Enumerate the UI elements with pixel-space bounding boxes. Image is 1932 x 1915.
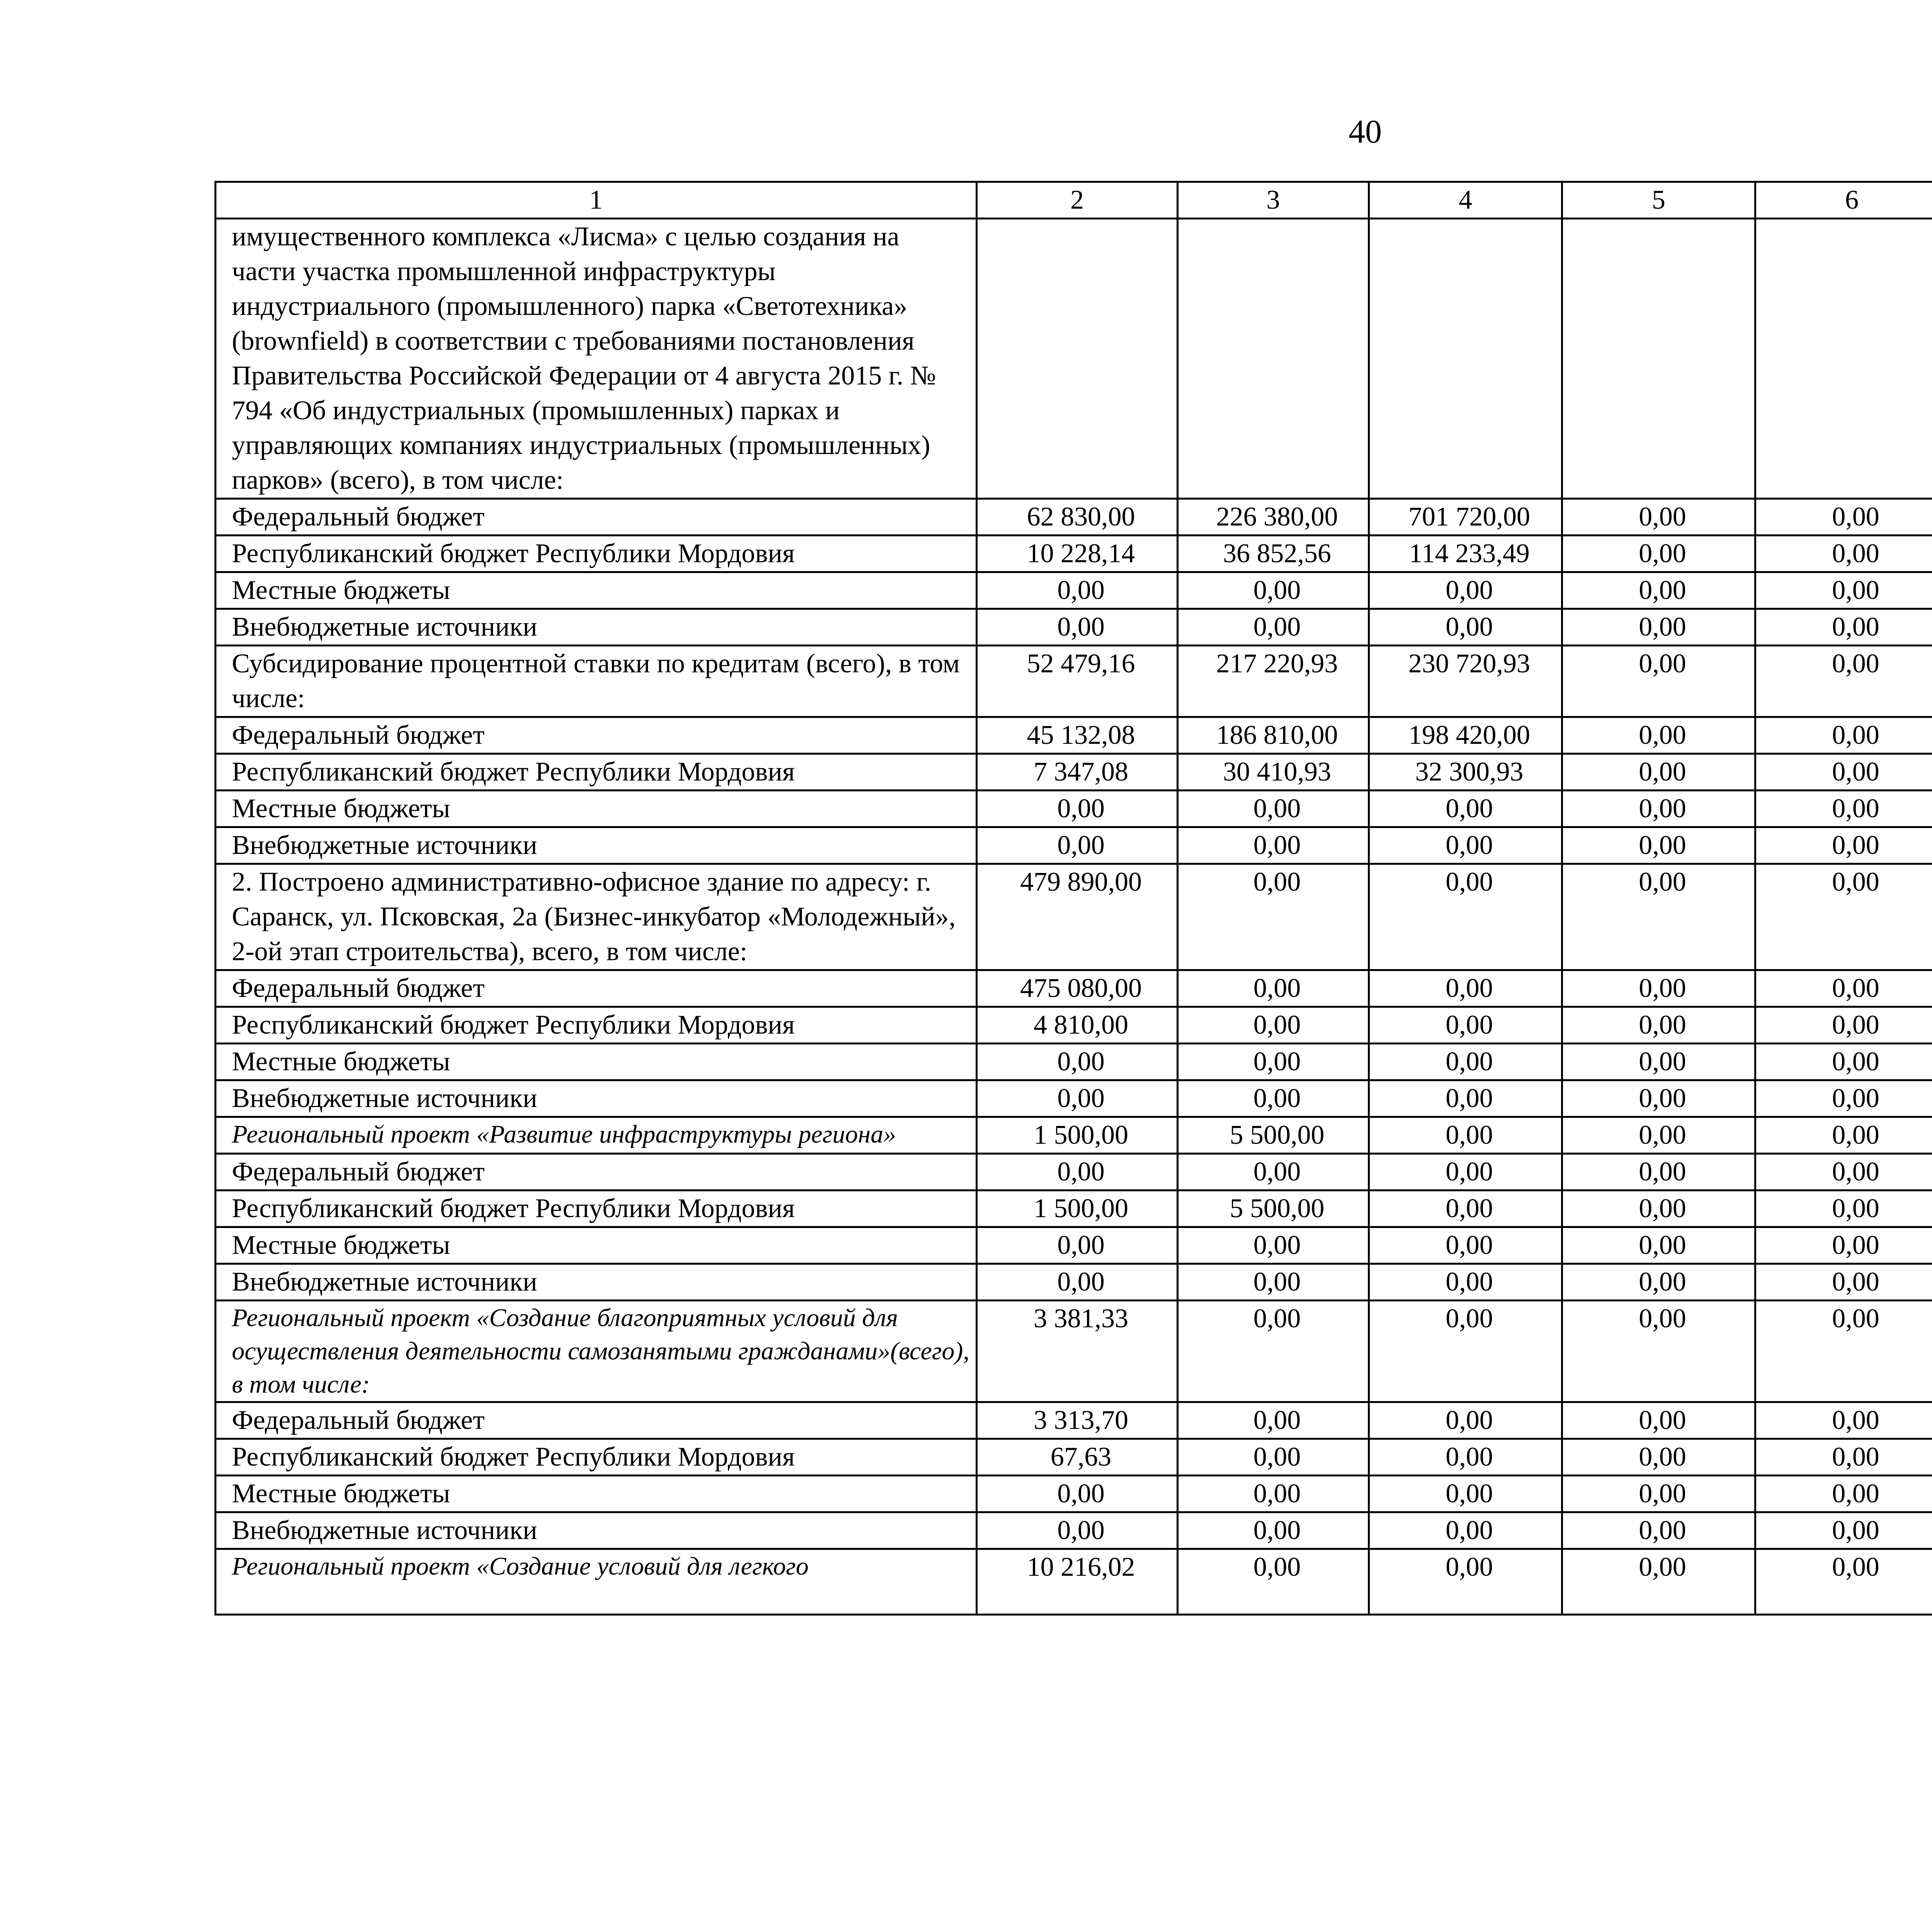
value-cell: 0,00 [1178,1007,1369,1044]
value-cell: 0,00 [1562,609,1755,646]
row-label: Местные бюджеты [216,1227,977,1264]
value-cell: 0,00 [1755,1044,1932,1080]
row-label: имущественного комплекса «Лисма» с целью создания на части участка промышленной инфраструктуры индустриального (промышленного) парка «Светотехника» (brownfield) в соответствии с требованиями постановления Правительства Российской Федерации от 4 августа 2015 г. № 794 «Об индустриальных (промышленных) парках и управляющих компаниях индустриальных (промышленных) парков» (всего), в том числе: [216,219,977,499]
value-cell: 0,00 [1369,970,1562,1007]
value-cell: 0,00 [1178,1080,1369,1117]
value-cell: 0,00 [1369,864,1562,970]
value-cell: 0,00 [977,1476,1178,1512]
row-label: Местные бюджеты [216,791,977,827]
table-row [216,970,1932,1007]
column-number-cell: 6 [1755,182,1932,219]
value-cell: 0,00 [1178,1264,1369,1301]
value-cell: 0,00 [1369,1264,1562,1301]
row-label: Внебюджетные источники [216,1264,977,1301]
table-row [216,1264,1932,1301]
page-number: 40 [1349,113,1382,150]
value-cell [1562,219,1755,499]
row-label: Региональный проект «Создание условий для легкого [216,1549,977,1615]
value-cell: 10 216,02 [977,1549,1178,1615]
value-cell: 5 500,00 [1178,1190,1369,1227]
value-cell: 0,00 [1755,970,1932,1007]
table-row [216,536,1932,572]
value-cell: 0,00 [1369,1439,1562,1476]
value-cell: 0,00 [977,1512,1178,1549]
table-row [216,1044,1932,1080]
table-row [216,1154,1932,1190]
value-cell: 0,00 [1755,864,1932,970]
value-cell: 0,00 [1562,1080,1755,1117]
value-cell: 4 810,00 [977,1007,1178,1044]
table-row [216,572,1932,609]
column-number-cell: 4 [1369,182,1562,219]
row-label: Республиканский бюджет Республики Мордовия [216,1007,977,1044]
value-cell: 62 830,00 [977,499,1178,536]
value-cell: 0,00 [1755,1549,1932,1615]
value-cell: 0,00 [1562,970,1755,1007]
value-cell: 36 852,56 [1178,536,1369,572]
value-cell: 0,00 [1562,754,1755,791]
table-body [216,182,1932,1615]
table-row [216,1080,1932,1117]
value-cell: 0,00 [1369,1154,1562,1190]
value-cell: 0,00 [977,1227,1178,1264]
table-row [216,864,1932,970]
value-cell: 0,00 [977,1264,1178,1301]
column-number-cell: 3 [1178,182,1369,219]
table-row [216,754,1932,791]
table-row [216,1402,1932,1439]
value-cell: 0,00 [1755,1080,1932,1117]
table-row [216,1512,1932,1549]
table-row [216,1439,1932,1476]
table-row [216,499,1932,536]
value-cell: 0,00 [1178,970,1369,1007]
row-label: Региональный проект «Развитие инфраструктуры региона» [216,1117,977,1154]
row-label: 2. Построено административно-офисное здание по адресу: г. Саранск, ул. Псковская, 2а (Бизнес-инкубатор «Молодежный», 2-ой этап строительства), всего, в том числе: [216,864,977,970]
value-cell: 0,00 [1562,1512,1755,1549]
value-cell: 230 720,93 [1369,646,1562,717]
row-label: Федеральный бюджет [216,970,977,1007]
column-number-header [216,182,1932,219]
value-cell [977,219,1178,499]
row-label: Местные бюджеты [216,1044,977,1080]
value-cell: 0,00 [1755,1439,1932,1476]
value-cell: 0,00 [977,827,1178,864]
value-cell: 0,00 [1755,754,1932,791]
row-label: Субсидирование процентной ставки по кредитам (всего), в том числе: [216,646,977,717]
row-label: Внебюджетные источники [216,1080,977,1117]
row-label: Республиканский бюджет Республики Мордовия [216,754,977,791]
value-cell: 475 080,00 [977,970,1178,1007]
row-label: Внебюджетные источники [216,827,977,864]
value-cell: 0,00 [1562,1476,1755,1512]
value-cell: 0,00 [1755,1301,1932,1402]
value-cell: 3 313,70 [977,1402,1178,1439]
value-cell: 0,00 [1755,1512,1932,1549]
value-cell: 0,00 [1755,499,1932,536]
table-row [216,717,1932,754]
value-cell: 0,00 [1562,1190,1755,1227]
value-cell [1369,219,1562,499]
value-cell: 52 479,16 [977,646,1178,717]
column-number-cell: 2 [977,182,1178,219]
value-cell: 0,00 [1755,572,1932,609]
budget-table [214,181,1932,1616]
value-cell: 479 890,00 [977,864,1178,970]
value-cell [1755,219,1932,499]
value-cell: 0,00 [1562,1264,1755,1301]
table-row [216,646,1932,717]
value-cell: 0,00 [1562,1007,1755,1044]
value-cell: 1 500,00 [977,1117,1178,1154]
table-row [216,791,1932,827]
row-label: Республиканский бюджет Республики Мордовия [216,1190,977,1227]
table-row [216,1190,1932,1227]
value-cell: 217 220,93 [1178,646,1369,717]
value-cell: 0,00 [1562,499,1755,536]
row-label: Федеральный бюджет [216,1154,977,1190]
value-cell: 0,00 [1178,1301,1369,1402]
value-cell: 30 410,93 [1178,754,1369,791]
value-cell: 0,00 [1562,1402,1755,1439]
table-row [216,1301,1932,1402]
value-cell: 0,00 [1369,1402,1562,1439]
value-cell: 0,00 [1562,791,1755,827]
value-cell: 0,00 [1178,1227,1369,1264]
row-label: Внебюджетные источники [216,609,977,646]
value-cell: 198 420,00 [1369,717,1562,754]
value-cell: 0,00 [1562,1117,1755,1154]
value-cell: 0,00 [977,1080,1178,1117]
value-cell: 45 132,08 [977,717,1178,754]
value-cell: 0,00 [1562,1044,1755,1080]
value-cell: 0,00 [1562,864,1755,970]
value-cell: 0,00 [1178,609,1369,646]
value-cell: 0,00 [977,1154,1178,1190]
value-cell: 0,00 [1369,1227,1562,1264]
value-cell: 0,00 [1562,1154,1755,1190]
table-row [216,219,1932,499]
table-row [216,1117,1932,1154]
value-cell: 0,00 [1369,609,1562,646]
value-cell: 0,00 [1755,1264,1932,1301]
row-label: Федеральный бюджет [216,1402,977,1439]
row-label: Местные бюджеты [216,1476,977,1512]
value-cell: 0,00 [1369,1044,1562,1080]
value-cell [1178,219,1369,499]
value-cell: 0,00 [977,572,1178,609]
value-cell: 0,00 [1562,1227,1755,1264]
value-cell: 0,00 [1562,1549,1755,1615]
value-cell: 0,00 [1369,1007,1562,1044]
table-row [216,1007,1932,1044]
value-cell: 186 810,00 [1178,717,1369,754]
column-number-cell: 1 [216,182,977,219]
value-cell: 0,00 [1562,646,1755,717]
value-cell: 0,00 [1755,1190,1932,1227]
value-cell: 0,00 [977,791,1178,827]
value-cell: 0,00 [1755,609,1932,646]
value-cell: 10 228,14 [977,536,1178,572]
value-cell: 0,00 [1369,572,1562,609]
value-cell: 226 380,00 [1178,499,1369,536]
value-cell: 0,00 [1178,1476,1369,1512]
value-cell: 0,00 [1369,827,1562,864]
value-cell: 1 500,00 [977,1190,1178,1227]
value-cell: 114 233,49 [1369,536,1562,572]
value-cell: 0,00 [1562,572,1755,609]
value-cell: 0,00 [1755,536,1932,572]
table-row [216,1227,1932,1264]
value-cell: 0,00 [1369,791,1562,827]
value-cell: 0,00 [1369,1190,1562,1227]
value-cell: 0,00 [1178,1154,1369,1190]
value-cell: 701 720,00 [1369,499,1562,536]
value-cell: 0,00 [1178,1402,1369,1439]
value-cell: 0,00 [1755,791,1932,827]
value-cell: 0,00 [1755,646,1932,717]
row-label: Республиканский бюджет Республики Мордовия [216,536,977,572]
value-cell: 67,63 [977,1439,1178,1476]
value-cell: 0,00 [1178,1044,1369,1080]
value-cell: 0,00 [1178,1512,1369,1549]
row-label: Республиканский бюджет Республики Мордовия [216,1439,977,1476]
value-cell: 0,00 [1562,1439,1755,1476]
value-cell: 0,00 [1755,1476,1932,1512]
value-cell: 0,00 [1178,572,1369,609]
value-cell: 0,00 [1755,1007,1932,1044]
table-row [216,1549,1932,1615]
value-cell: 5 500,00 [1178,1117,1369,1154]
value-cell: 0,00 [977,609,1178,646]
value-cell: 0,00 [1369,1512,1562,1549]
column-number-cell: 5 [1562,182,1755,219]
value-cell: 0,00 [1178,1549,1369,1615]
value-cell: 0,00 [1562,1301,1755,1402]
row-label: Федеральный бюджет [216,499,977,536]
value-cell: 0,00 [1178,827,1369,864]
value-cell: 0,00 [1369,1117,1562,1154]
value-cell: 0,00 [1178,864,1369,970]
value-cell: 0,00 [1178,791,1369,827]
value-cell: 7 347,08 [977,754,1178,791]
row-label: Федеральный бюджет [216,717,977,754]
value-cell: 0,00 [1369,1549,1562,1615]
value-cell: 0,00 [1178,1439,1369,1476]
value-cell: 0,00 [1562,827,1755,864]
value-cell: 0,00 [1755,1154,1932,1190]
value-cell: 0,00 [1562,536,1755,572]
value-cell: 0,00 [1755,717,1932,754]
row-label: Внебюджетные источники [216,1512,977,1549]
value-cell: 32 300,93 [1369,754,1562,791]
value-cell: 0,00 [1369,1476,1562,1512]
value-cell: 0,00 [1755,827,1932,864]
value-cell: 3 381,33 [977,1301,1178,1402]
value-cell: 0,00 [1755,1117,1932,1154]
row-label: Местные бюджеты [216,572,977,609]
value-cell: 0,00 [1562,717,1755,754]
table-row [216,609,1932,646]
value-cell: 0,00 [977,1044,1178,1080]
table-row [216,1476,1932,1512]
row-label: Региональный проект «Создание благоприятных условий для осуществления деятельности самозанятыми гражданами»(всего), в том числе: [216,1301,977,1402]
value-cell: 0,00 [1369,1301,1562,1402]
value-cell: 0,00 [1755,1402,1932,1439]
value-cell: 0,00 [1755,1227,1932,1264]
table-row [216,827,1932,864]
value-cell: 0,00 [1369,1080,1562,1117]
